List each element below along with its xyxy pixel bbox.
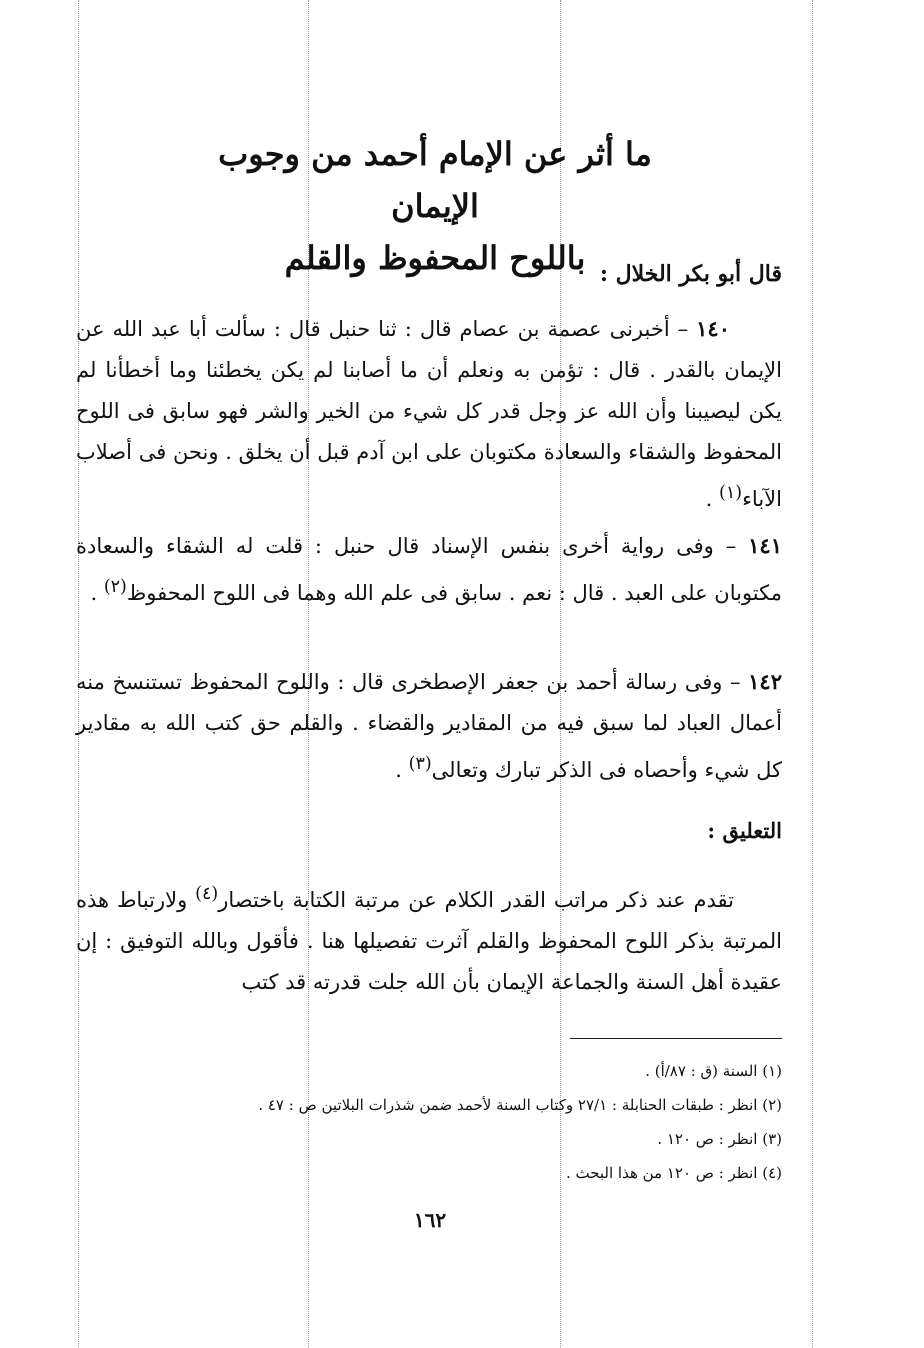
page-number: ١٦٢ xyxy=(413,1208,447,1232)
footnote-4: (٤) انظر : ص ١٢٠ من هذا البحث . xyxy=(565,1164,782,1182)
footnote-separator xyxy=(570,1038,782,1039)
speaker-heading: قال أبو بكر الخلال : xyxy=(599,261,782,287)
paragraph-text: – أخبرنى عصمة بن عصام قال : ثنا حنبل قال : سألت أبا عبد الله عن الإيمان بالقدر . قال : تؤمن به ونعلم أن ما أصابنا لم يكن يخطئنا وما أخطأنا لم يكن ليصيبنا وأن الله عز وجل قدر كل شيء من الخير والشر فهو سابق فى اللوح المحفوظ والشقاء والسعادة مكتوبان على ابن آدم قبل أن يخلق . ونحن فى أصلاب الآباء xyxy=(76,317,782,511)
footnote-1: (١) السنة (ق : ٨٧/أ) . xyxy=(645,1062,782,1080)
paragraph-end: . xyxy=(705,487,719,511)
scan-dotted-line xyxy=(812,0,813,1348)
footnote-ref[interactable]: (٤) xyxy=(195,884,219,904)
commentary-text: تقدم عند ذكر مراتب القدر الكلام عن مرتبة الكتابة باختصار xyxy=(218,888,734,912)
footnote-ref[interactable]: (٣) xyxy=(408,754,432,774)
paragraph-number: ١٤٢ xyxy=(748,669,782,694)
title-line-1: ما أثر عن الإمام أحمد من وجوب الإيمان xyxy=(218,135,652,225)
footnote-3: (٣) انظر : ص ١٢٠ . xyxy=(657,1130,782,1148)
commentary-text: ولارتباط هذه المرتبة بذكر اللوح المحفوظ والقلم آثرت تفصيلها هنا . فأقول وبالله التوفيق : إن عقيدة أهل السنة والجماعة الإيمان بأن الله جلت قدرته قد كتب xyxy=(76,888,782,994)
commentary-heading: التعليق : xyxy=(707,818,782,843)
paragraph-text: – وفى رواية أخرى بنفس الإسناد قال حنبل : قلت له الشقاء والسعادة مكتوبان على العبد . قال : نعم . سابق فى علم الله وهما فى اللوح المحفوظ xyxy=(76,534,782,605)
paragraph-end: . xyxy=(90,581,104,605)
paragraph-text: – وفى رسالة أحمد بن جعفر الإصطخرى قال : واللوح المحفوظ تستنسخ منه أعمال العباد لما سبق فيه من المقادير والقضاء . والقلم حق كتب الله به مقادير كل شيء وأحصاه فى الذكر تبارك وتعالى xyxy=(76,670,782,782)
paragraph-141 xyxy=(76,525,782,614)
footnote-2: (٢) انظر : طبقات الحنابلة : ٢٧/١ وكتاب السنة لأحمد ضمن شذرات البلاتين ص : ٤٧ . xyxy=(258,1096,782,1114)
footnote-ref[interactable]: (٢) xyxy=(103,577,127,597)
paragraph-140 xyxy=(76,308,782,520)
paragraph-end: . xyxy=(395,758,409,782)
paragraph-142 xyxy=(76,661,782,791)
paragraph-number: ١٤١ xyxy=(748,533,782,558)
footnote-ref[interactable]: (١) xyxy=(719,483,743,503)
title-line-2: باللوح المحفوظ والقلم xyxy=(284,239,586,277)
commentary-paragraph xyxy=(76,874,782,1003)
footnotes xyxy=(120,1054,782,1190)
paragraph-number: ١٤٠ xyxy=(696,316,730,341)
